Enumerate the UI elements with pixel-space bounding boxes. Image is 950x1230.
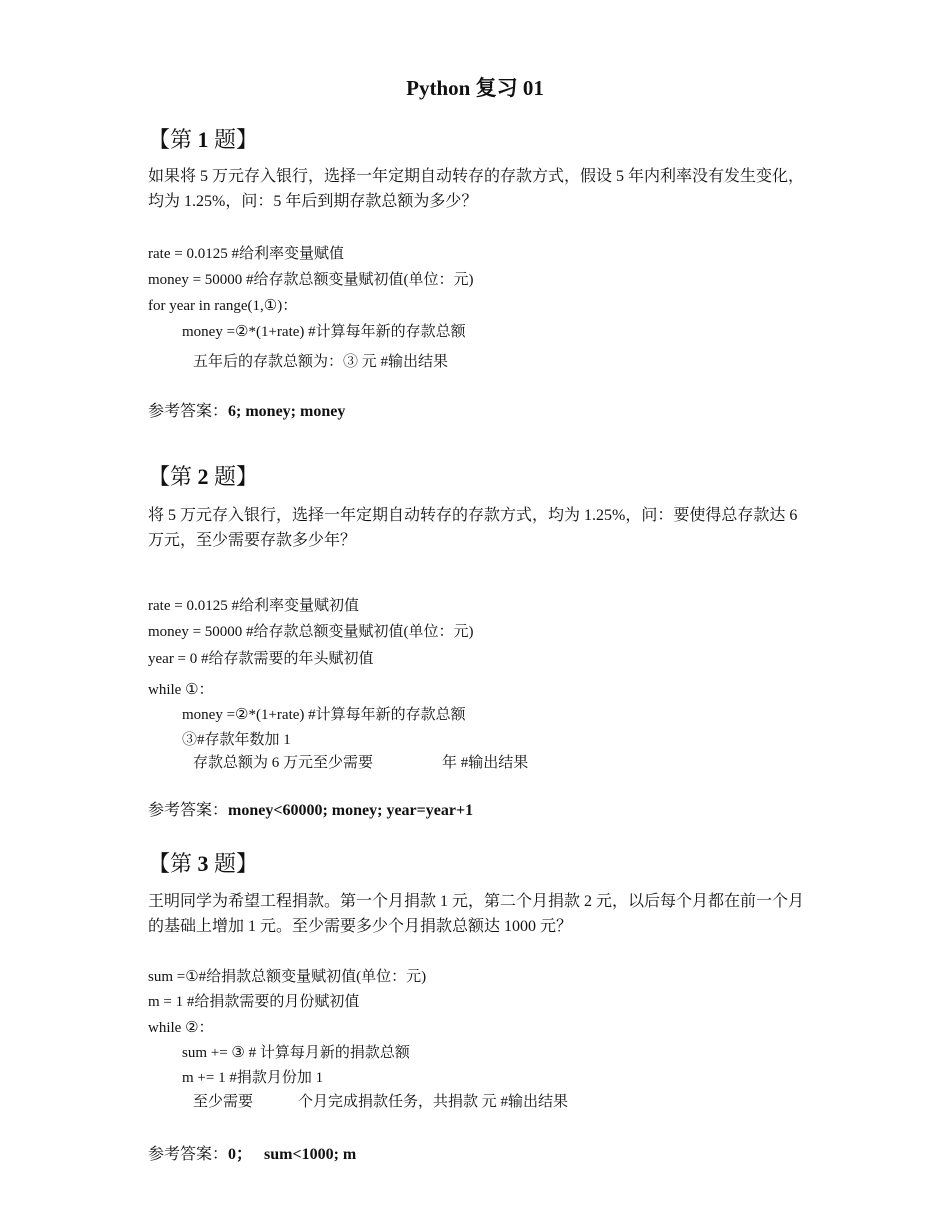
question-1-prompt: 如果将 5 万元存入银行，选择一年定期自动转存的存款方式，假设 5 年内利率没有发生变化，均为 1.25%，问：5 年后到期存款总额为多少？ xyxy=(148,168,805,210)
code-line: 个月完成捐款任务，共捐款 元 #输出结果 xyxy=(298,1094,569,1110)
code-line: rate = 0.0125 #给利率变量赋值 xyxy=(148,246,344,262)
answer-label: 参考答案： xyxy=(148,1146,229,1163)
code-line: 五年后的存款总额为：③ 元 #输出结果 xyxy=(193,354,449,370)
code-line: ③#存款年数加 1 xyxy=(182,732,291,748)
answer-value: 0； sum<1000; m xyxy=(228,1146,357,1163)
code-line: for year in range(1,①)： xyxy=(148,298,298,314)
question-1-answer xyxy=(148,398,345,421)
question-2-heading xyxy=(148,460,258,491)
heading-number: 3 xyxy=(197,851,209,876)
code-line: 存款总额为 6 万元至少需要 xyxy=(193,755,374,771)
answer-value: 6; money; money xyxy=(228,403,346,420)
code-line: money =②*(1+rate) #计算每年新的存款总额 xyxy=(182,707,466,723)
heading-number: 2 xyxy=(197,464,209,489)
code-line: 年 #输出结果 xyxy=(442,755,529,771)
question-2-prompt: 将 5 万元存入银行，选择一年定期自动转存的存款方式，均为 1.25%，问：要使得总存款达 6 万元，至少需要存款多少年？ xyxy=(148,507,798,549)
code-line: sum =①#给捐款总额变量赋初值(单位：元) xyxy=(148,969,427,985)
heading-bracket-open: 【第 xyxy=(148,127,198,152)
code-line: while ②： xyxy=(148,1020,214,1036)
heading-bracket-close: 题】 xyxy=(208,464,259,489)
code-line: sum += ③ # 计算每月新的捐款总额 xyxy=(182,1045,410,1061)
heading-number: 1 xyxy=(197,127,209,152)
question-1-heading xyxy=(148,123,258,154)
question-3-heading xyxy=(148,847,258,878)
question-3-prompt: 王明同学为希望工程捐款。第一个月捐款 1 元，第二个月捐款 2 元，以后每个月都在前一个月的基础上增加 1 元。至少需要多少个月捐款总额达 1000 元？ xyxy=(148,893,805,935)
code-line: money = 50000 #给存款总额变量赋初值(单位：元) xyxy=(148,624,474,640)
question-2-answer xyxy=(148,797,473,820)
question-3-answer xyxy=(148,1141,356,1164)
answer-label: 参考答案： xyxy=(148,802,229,819)
heading-bracket-open: 【第 xyxy=(148,464,198,489)
code-line: m += 1 #捐款月份加 1 xyxy=(182,1070,324,1086)
heading-bracket-close: 题】 xyxy=(208,127,259,152)
answer-value: money<60000; money; year=year+1 xyxy=(228,802,474,819)
answer-label: 参考答案： xyxy=(148,403,229,420)
heading-bracket-close: 题】 xyxy=(208,851,259,876)
heading-bracket-open: 【第 xyxy=(148,851,198,876)
code-line: while ①： xyxy=(148,682,214,698)
code-line: year = 0 #给存款需要的年头赋初值 xyxy=(148,651,374,667)
code-line: rate = 0.0125 #给利率变量赋初值 xyxy=(148,598,359,614)
code-line: 至少需要 xyxy=(193,1094,254,1110)
page-title: Python 复习 01 xyxy=(406,76,544,100)
code-line: money =②*(1+rate) #计算每年新的存款总额 xyxy=(182,324,466,340)
code-line: money = 50000 #给存款总额变量赋初值(单位：元) xyxy=(148,272,474,288)
code-line: m = 1 #给捐款需要的月份赋初值 xyxy=(148,994,360,1010)
